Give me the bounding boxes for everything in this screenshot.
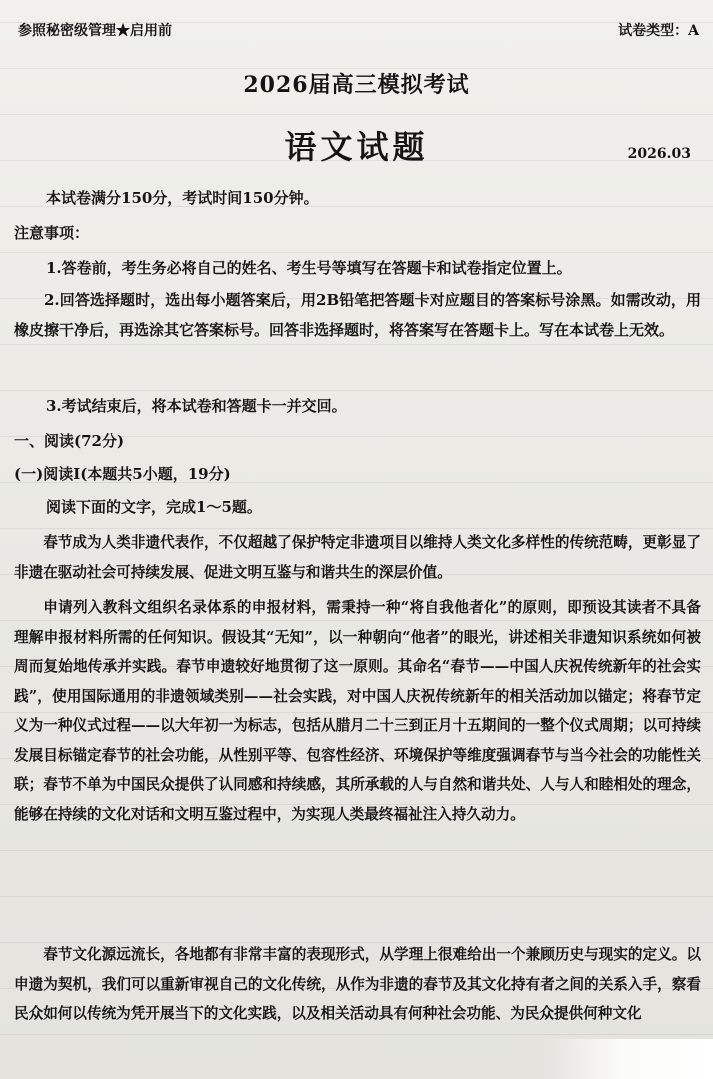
- exam-title: 2026届高三模拟考试: [243, 72, 470, 98]
- article-paragraph-2: 申请列入教科文组织名录体系的申报材料，需秉持一种“将自我他者化”的原则，即预设其读者不具备理解申报材料所需的任何知识。假设其“无知”，以一种朝向“他者”的眼光，讲述相关非遗知识系统如何被周而复始地传承并实践。春节申遗较好地贯彻了这一原则。其命名“春节——中国人庆祝传统新年的社会实践”，使用国际通用的非遗领域类别——社会实践，对中国人庆祝传统新年的相关活动加以锚定；将春节定义为一种仪式过程——以大年初一为标志，包括从腊月二十三到正月十五期间的一整个仪式周期；以可持续发展目标锚定春节的社会功能，从性别平等、包容性经济、环境保护等维度强调春节与当今社会的功能性关联；春节不单为中国民众提供了认同感和持续感，其所承载的人与自然和谐共处、人与人和睦相处的理念，能够在持续的文化对话和文明互鉴过程中，为实现人类最终福祉注入持久动力。: [14, 599, 701, 823]
- confidential-label: 参照秘密级管理★启用前: [18, 23, 172, 39]
- reading-instruction: 阅读下面的文字，完成1～5题。: [46, 498, 262, 516]
- watermark-overlay: [543, 1039, 713, 1079]
- subject-title: 语文试题: [284, 128, 429, 166]
- notice-item-2: 2.回答选择题时，选出每小题答案后，用2B铅笔把答题卡对应题目的答案标号涂黑。如需改动，用橡皮擦干净后，再选涂其它答案标号。回答非选择题时，将答案写在答题卡上。写在本试卷上无效。: [14, 291, 701, 339]
- article-paragraph-3: 春节文化源远流长，各地都有非常丰富的表现形式，从学理上很难给出一个兼顾历史与现实的定义。以申遗为契机，我们可以重新审视自己的文化传统，从作为非遗的春节及其文化持有者之间的关系入手，察看民众如何以传统为凭开展当下的文化实践，以及相关活动具有何种社会功能、为民众提供何种文化: [14, 946, 701, 1022]
- exam-date: 2026.03: [627, 146, 691, 162]
- section-heading: 一、阅读(72分): [14, 432, 125, 450]
- article-paragraph-1: 春节成为人类非遗代表作，不仅超越了保护特定非遗项目以维持人类文化多样性的传统范畴，更彰显了非遗在驱动社会可持续发展、促进文明互鉴与和谐共生的深层价值。: [14, 534, 701, 581]
- score-info: 本试卷满分150分，考试时间150分钟。: [46, 189, 319, 207]
- notice-item-1: 1.答卷前，考生务必将自己的姓名、考生号等填写在答题卡和试卷指定位置上。: [46, 259, 572, 277]
- paper-type-label: 试卷类型：A: [618, 23, 699, 39]
- subsection-heading: (一)阅读Ⅰ(本题共5小题，19分): [14, 465, 231, 483]
- notice-heading: 注意事项：: [14, 224, 90, 242]
- notice-item-3: 3.考试结束后，将本试卷和答题卡一并交回。: [46, 397, 347, 415]
